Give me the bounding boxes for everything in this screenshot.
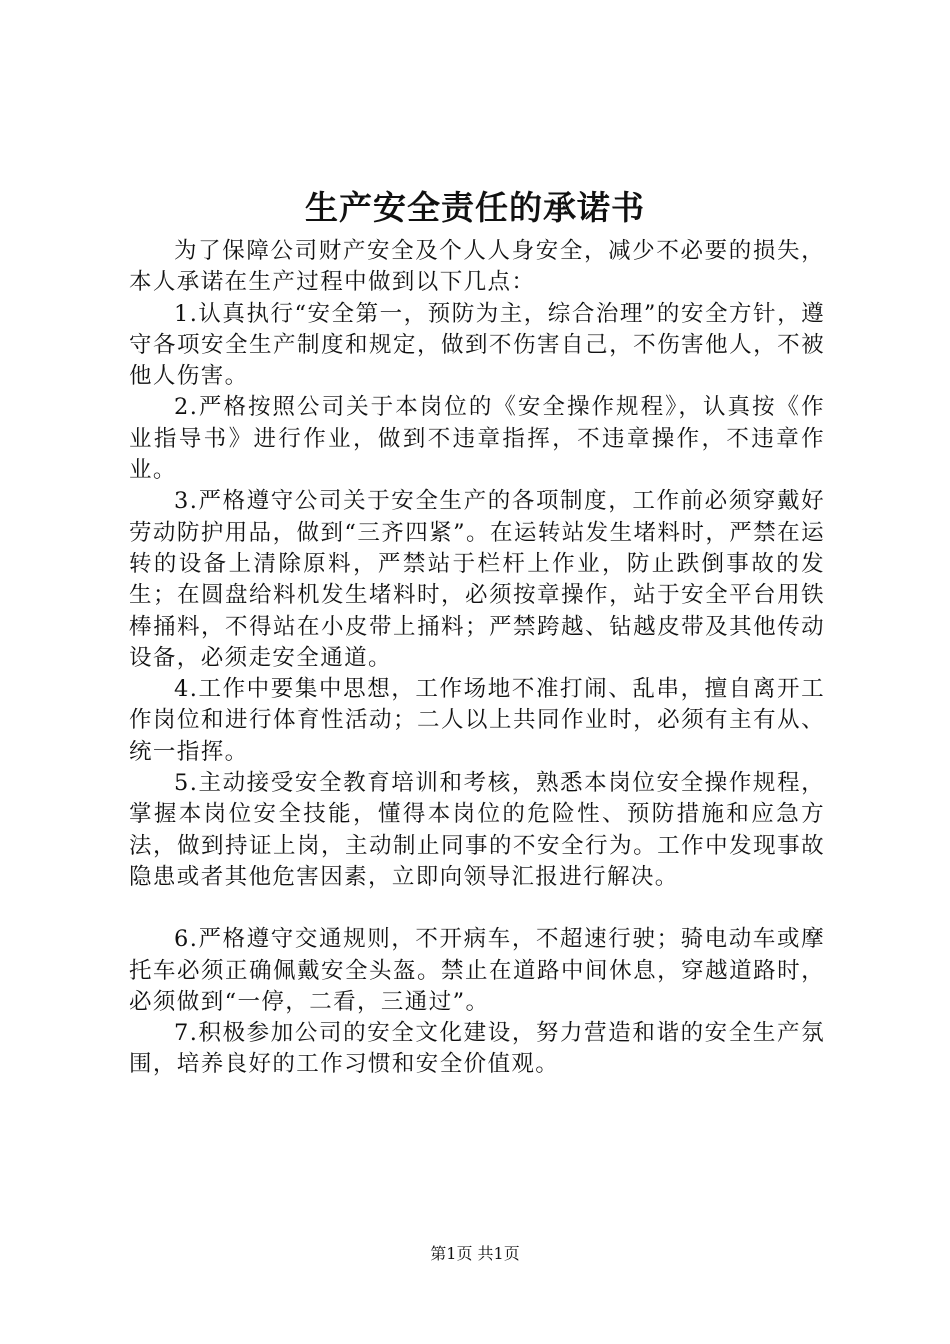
document-title: 生产安全责任的承诺书 <box>305 188 645 227</box>
clause-3-paragraph: 3.严格遵守公司关于安全生产的各项制度，工作前必须穿戴好劳动防护用品，做到“三齐四紧”。在运转站发生堵料时，严禁在运转的设备上清除原料，严禁站于栏杆上作业，防止跌倒事故的发生；在圆盘给料机发生堵料时，必须按章操作，站于安全平台用铁棒捅料，不得站在小皮带上捅料；严禁跨越、钻越皮带及其他传动设备，必须走安全通道。 <box>129 488 825 671</box>
clause-6-paragraph: 6.严格遵守交通规则，不开病车，不超速行驶；骑电动车或摩托车必须正确佩戴安全头盔。禁止在道路中间休息，穿越道路时，必须做到“一停，二看，三通过”。 <box>129 926 825 1015</box>
clause-4-paragraph: 4.工作中要集中思想，工作场地不准打闹、乱串，擅自离开工作岗位和进行体育性活动；二人以上共同作业时，必须有主有从、统一指挥。 <box>129 676 825 765</box>
clause-7-paragraph: 7.积极参加公司的安全文化建设，努力营造和谐的安全生产氛围，培养良好的工作习惯和安全价值观。 <box>129 1020 825 1078</box>
clause-1-paragraph: 1.认真执行“安全第一，预防为主，综合治理”的安全方针，遵守各项安全生产制度和规定，做到不伤害自己，不伤害他人，不被他人伤害。 <box>129 300 825 390</box>
clause-2-paragraph: 2.严格按照公司关于本岗位的《安全操作规程》，认真按《作业指导书》进行作业，做到不违章指挥，不违章操作，不违章作业。 <box>129 394 825 484</box>
page-number-footer: 第1页 共1页 <box>430 1244 520 1263</box>
paragraph-spacer <box>129 893 825 924</box>
document-body <box>129 236 825 1081</box>
clause-5-paragraph: 5.主动接受安全教育培训和考核，熟悉本岗位安全操作规程，掌握本岗位安全技能，懂得本岗位的危险性、预防措施和应急方法，做到持证上岗，主动制止同事的不安全行为。工作中发现事故隐患或者其他危害因素，立即向领导汇报进行解决。 <box>129 770 825 890</box>
intro-paragraph: 为了保障公司财产安全及个人人身安全，减少不必要的损失，本人承诺在生产过程中做到以下几点： <box>129 238 825 296</box>
